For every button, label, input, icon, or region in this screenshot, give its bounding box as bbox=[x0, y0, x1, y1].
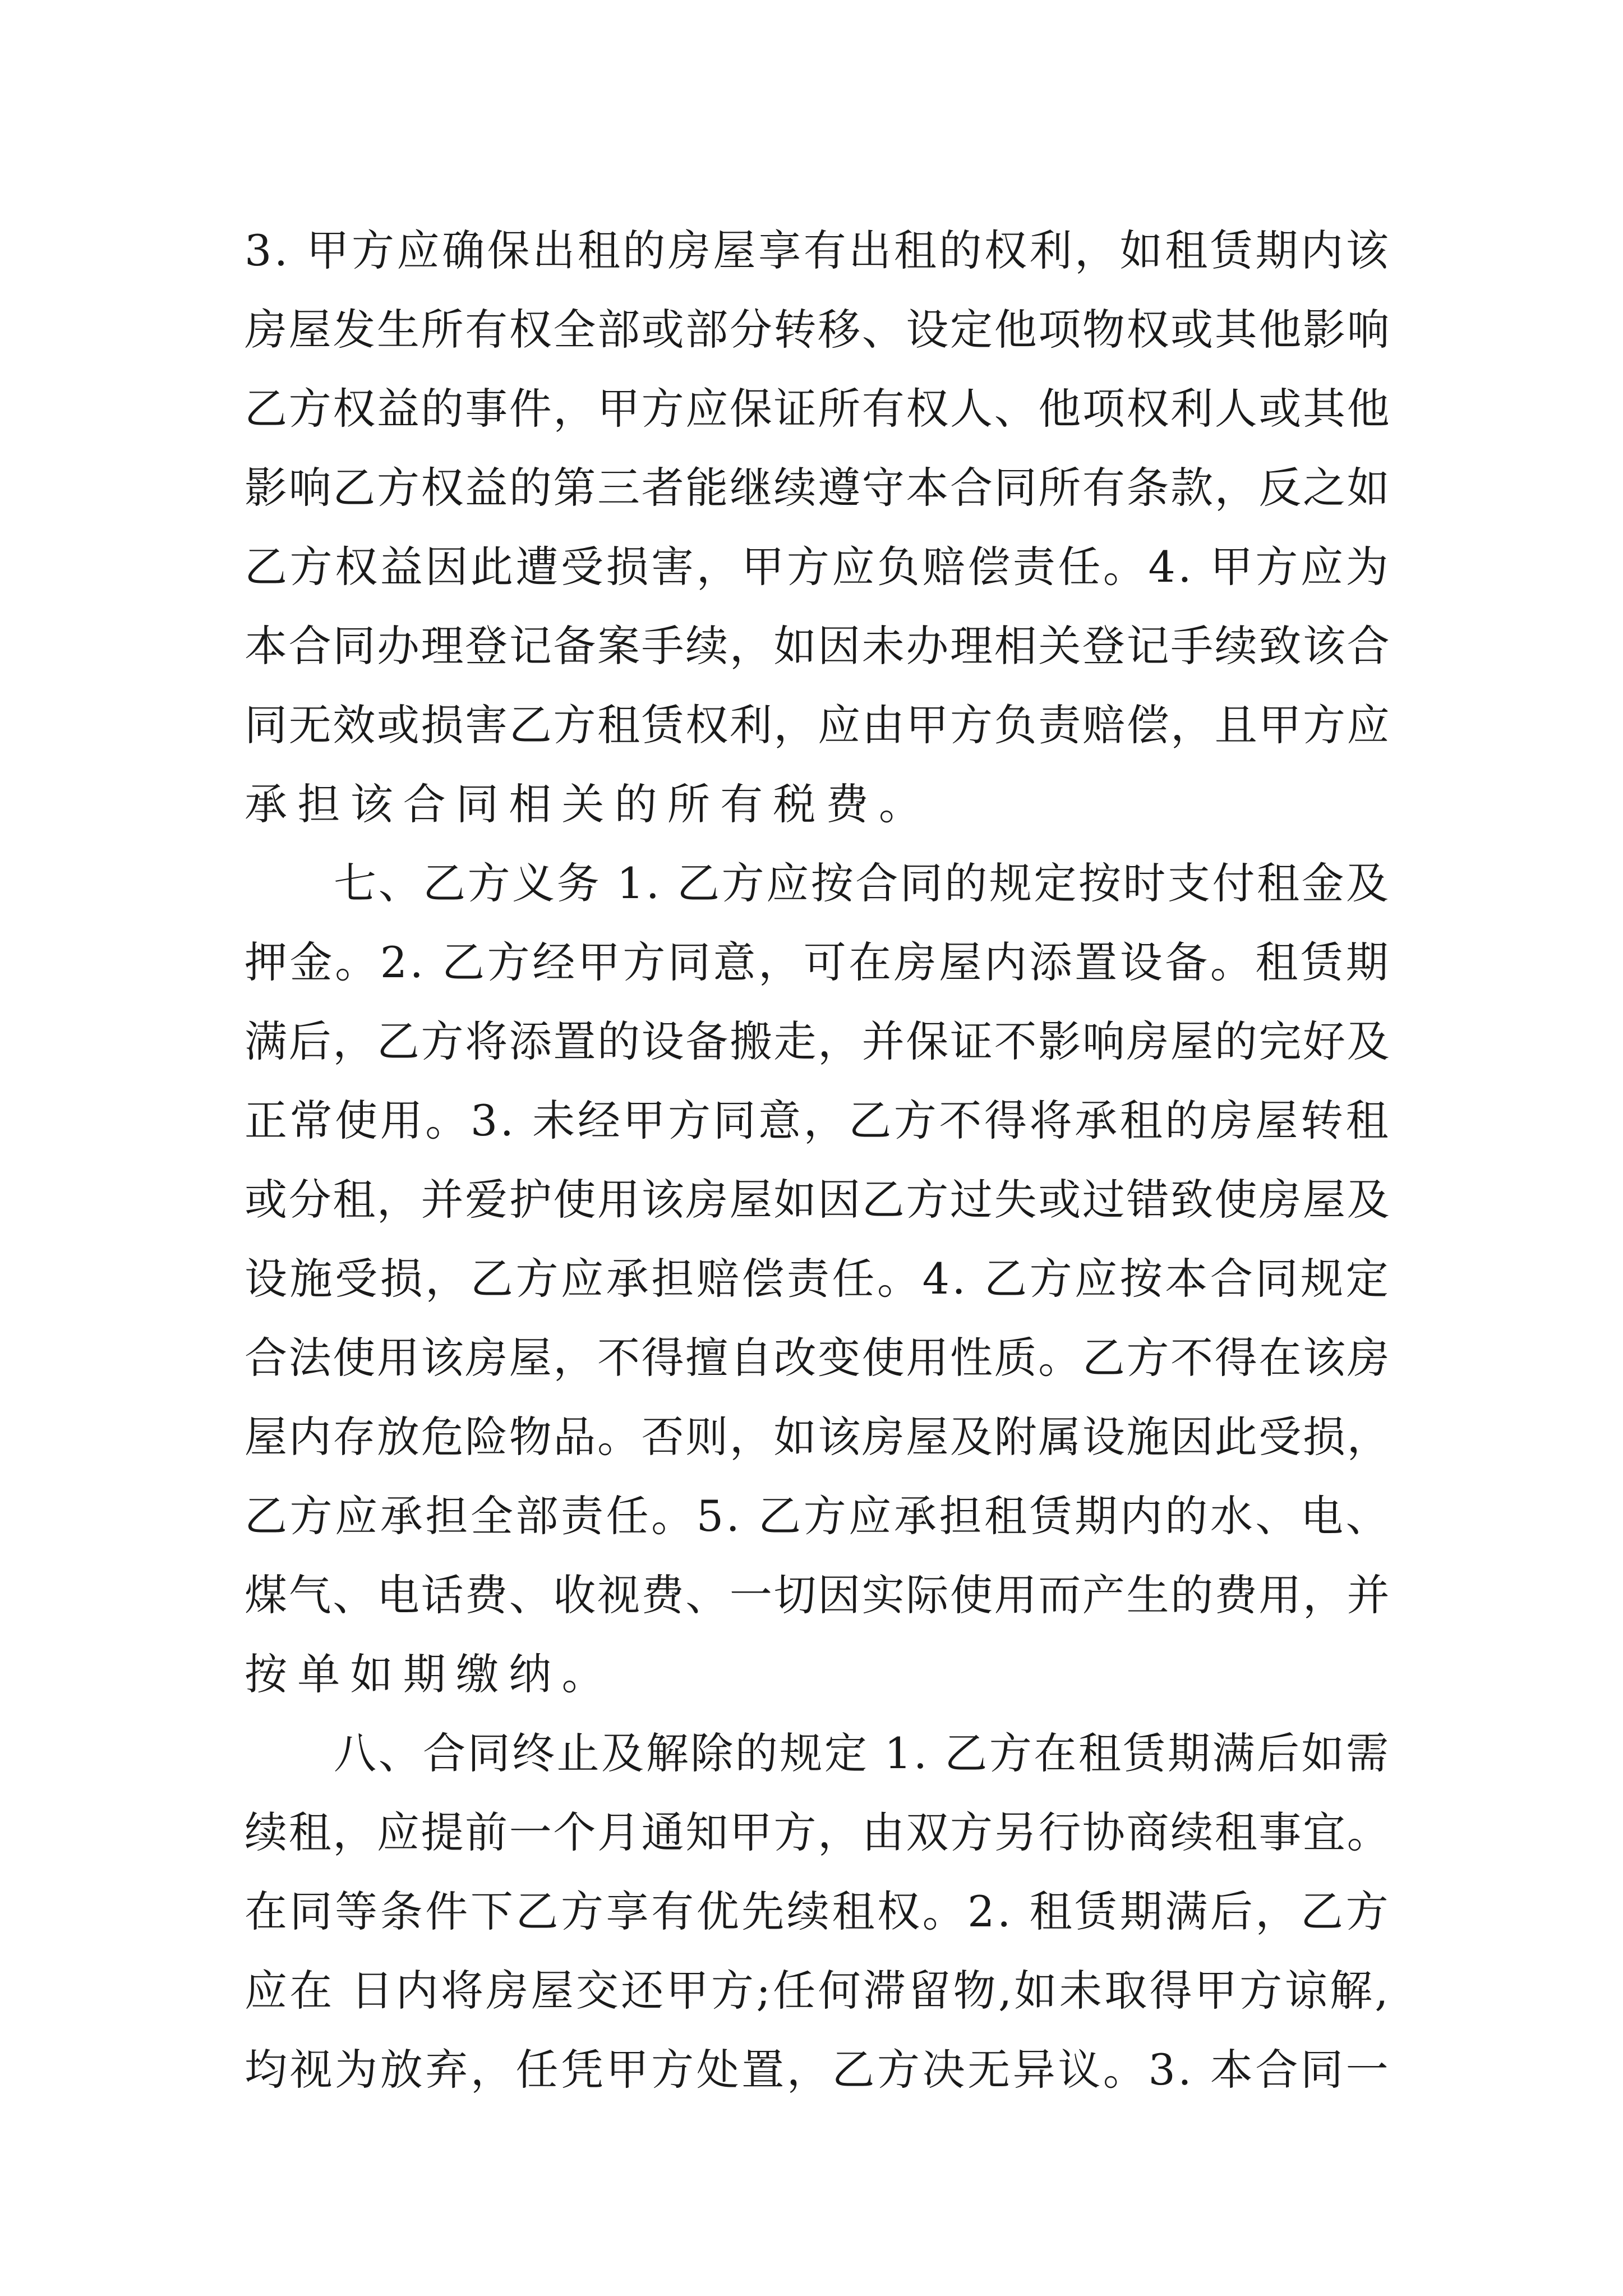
text-line: 同无效或损害乙方租赁权利，应由甲方负责赔偿，且甲方应 bbox=[245, 700, 1391, 750]
text-line: 应在 日内将房屋交还甲方;任何滞留物,如未取得甲方谅解, bbox=[245, 1966, 1391, 2016]
text-line: 设施受损，乙方应承担赔偿责任。4. 乙方应按本合同规定 bbox=[245, 1254, 1391, 1304]
text-line: 或分租，并爱护使用该房屋如因乙方过失或过错致使房屋及 bbox=[245, 1175, 1391, 1225]
text-line: 八、合同终止及解除的规定 1. 乙方在租赁期满后如需 bbox=[245, 1728, 1391, 1778]
text-line: 乙方应承担全部责任。5. 乙方应承担租赁期内的水、电、 bbox=[245, 1491, 1391, 1541]
text-line: 按单如期缴纳。 bbox=[245, 1649, 615, 1699]
text-line: 本合同办理登记备案手续，如因未办理相关登记手续致该合 bbox=[245, 621, 1391, 671]
text-line: 房屋发生所有权全部或部分转移、设定他项物权或其他影响 bbox=[245, 305, 1391, 355]
text-line: 七、乙方义务 1. 乙方应按合同的规定按时支付租金及 bbox=[245, 858, 1391, 908]
text-line: 乙方权益的事件，甲方应保证所有权人、他项权利人或其他 bbox=[245, 384, 1391, 434]
text-line: 在同等条件下乙方享有优先续租权。2. 租赁期满后，乙方 bbox=[245, 1887, 1391, 1936]
text-line: 正常使用。3. 未经甲方同意，乙方不得将承租的房屋转租 bbox=[245, 1096, 1391, 1145]
contract-text bbox=[245, 211, 1391, 2109]
text-line: 满后，乙方将添置的设备搬走，并保证不影响房屋的完好及 bbox=[245, 1016, 1391, 1066]
text-line: 乙方权益因此遭受损害，甲方应负赔偿责任。4. 甲方应为 bbox=[245, 542, 1391, 592]
text-line: 煤气、电话费、收视费、一切因实际使用而产生的费用，并 bbox=[245, 1570, 1391, 1620]
text-line: 屋内存放危险物品。否则，如该房屋及附属设施因此受损， bbox=[245, 1412, 1391, 1462]
text-line: 承担该合同相关的所有税费。 bbox=[245, 779, 932, 829]
text-line: 均视为放弃，任凭甲方处置，乙方决无异议。3. 本合同一 bbox=[245, 2045, 1391, 2095]
text-line: 影响乙方权益的第三者能继续遵守本合同所有条款，反之如 bbox=[245, 463, 1391, 513]
text-line: 押金。2. 乙方经甲方同意，可在房屋内添置设备。租赁期 bbox=[245, 937, 1391, 987]
text-line: 3. 甲方应确保出租的房屋享有出租的权利，如租赁期内该 bbox=[245, 226, 1391, 275]
text-line: 续租，应提前一个月通知甲方，由双方另行协商续租事宜。 bbox=[245, 1807, 1391, 1857]
text-line: 合法使用该房屋，不得擅自改变使用性质。乙方不得在该房 bbox=[245, 1333, 1391, 1383]
